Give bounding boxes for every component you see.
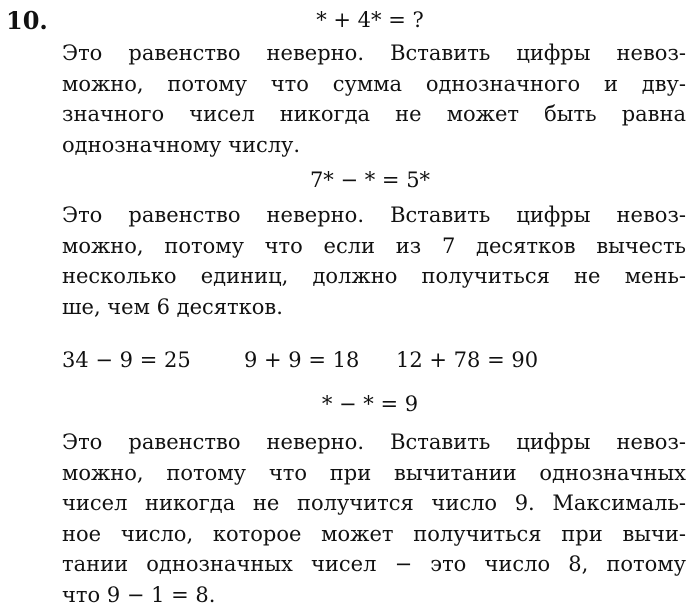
explanation-3-line: что 9 − 1 = 8. — [62, 582, 216, 607]
equation-3: * − * = 9 — [321, 392, 419, 416]
example-3: 12 + 78 = 90 — [396, 348, 539, 372]
explanation-3-line: Это равенство неверно. Вставить цифры невоз- — [62, 430, 686, 454]
example-2: 9 + 9 = 18 — [244, 348, 360, 372]
example-1: 34 − 9 = 25 — [62, 348, 191, 372]
explanation-3-line: ное число, которое может получиться при вычи- — [62, 521, 686, 546]
equation-1: * + 4* = ? — [316, 8, 424, 32]
explanation-1-line: однозначному числу. — [62, 132, 301, 157]
equation-2: 7* − * = 5* — [309, 168, 431, 192]
explanation-2-line: ше, чем 6 десятков. — [62, 294, 283, 319]
explanation-3-line: тании однозначных чисел − это число 8, потому — [62, 552, 686, 576]
explanation-1-line: можно, потому что сумма однозначного и дву- — [62, 71, 686, 96]
explanation-2 — [62, 200, 686, 322]
explanation-2-line: Это равенство неверно. Вставить цифры невоз- — [62, 203, 686, 227]
explanation-2-line: несколько единиц, должно получиться не мень- — [62, 264, 686, 288]
explanation-2-line: можно, потому что если из 7 десятков вычесть — [62, 233, 686, 258]
explanation-1 — [62, 38, 686, 160]
problem-number: 10. — [6, 6, 48, 35]
explanation-3 — [62, 427, 686, 610]
explanation-3-line: можно, потому что при вычитании однозначных — [62, 460, 686, 485]
explanation-1-line: значного чисел никогда не может быть равна — [62, 102, 686, 126]
explanation-1-line: Это равенство неверно. Вставить цифры невоз- — [62, 41, 686, 65]
explanation-3-line: чисел никогда не получится число 9. Максималь- — [62, 491, 686, 515]
